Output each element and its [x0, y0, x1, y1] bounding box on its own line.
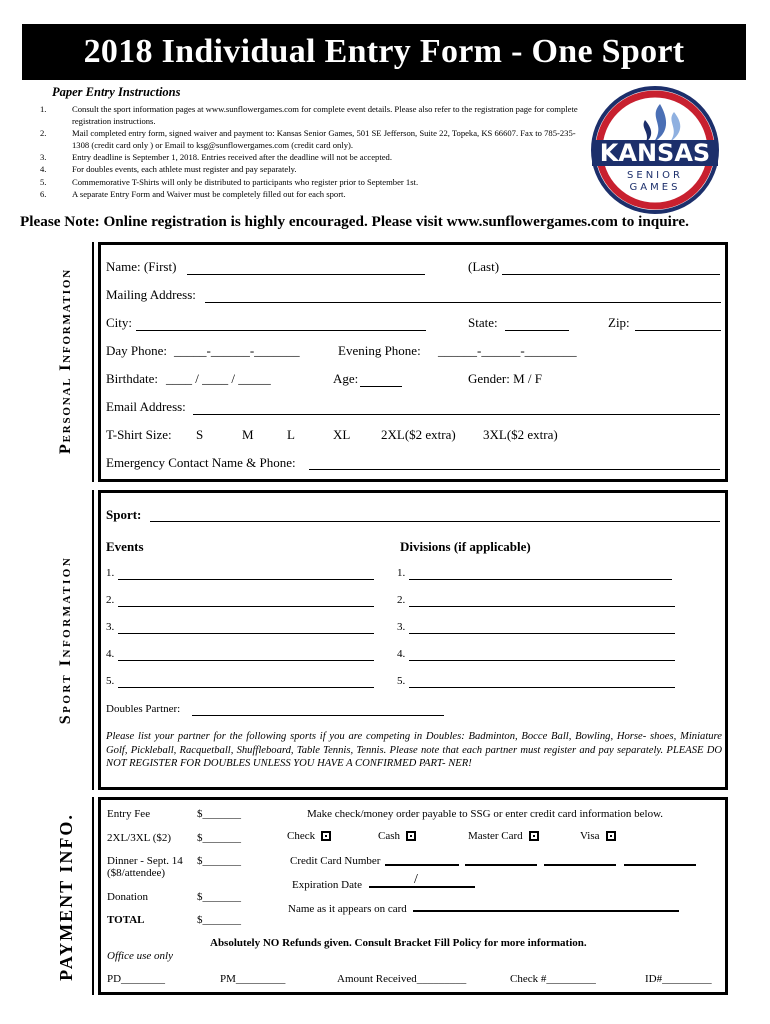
- first-name-field[interactable]: [187, 274, 425, 275]
- last-name-label: (Last): [468, 259, 500, 274]
- online-registration-note: Please Note: Online registration is highly encouraged. Please visit www.sunflowergames.com to inquire.: [20, 213, 689, 230]
- office-pd-field[interactable]: PD________: [107, 973, 166, 985]
- instructions-list: [40, 104, 580, 201]
- division-field-5[interactable]: [409, 687, 675, 688]
- division-field-1[interactable]: [409, 579, 672, 580]
- office-pm-field[interactable]: PM_________: [220, 973, 286, 985]
- zip-label: Zip:: [608, 315, 630, 330]
- visa-checkbox[interactable]: [606, 831, 616, 841]
- shirt-upcharge-label: 2XL/3XL ($2): [107, 832, 172, 844]
- evening-phone-field[interactable]: ______-______-________: [438, 343, 577, 358]
- cc-number-group-3[interactable]: [544, 864, 616, 866]
- personal-information-label: Personal Information: [57, 268, 74, 454]
- division-number: 5.: [397, 675, 406, 687]
- zip-field[interactable]: [635, 330, 721, 331]
- event-number: 5.: [106, 675, 115, 687]
- mailing-address-field[interactable]: [205, 302, 721, 303]
- last-name-field[interactable]: [502, 274, 720, 275]
- division-number: 4.: [397, 648, 406, 660]
- gender-selector[interactable]: Gender: M / F: [468, 371, 543, 386]
- cash-label: Cash: [378, 830, 400, 842]
- mastercard-option[interactable]: [468, 830, 539, 842]
- emergency-contact-field[interactable]: [309, 469, 720, 470]
- event-field-1[interactable]: [118, 579, 374, 580]
- state-label: State:: [468, 315, 498, 330]
- instructions-heading: Paper Entry Instructions: [52, 85, 181, 99]
- payment-info-label: PAYMENT INFO.: [56, 813, 76, 981]
- age-label: Age:: [333, 371, 359, 386]
- payable-note: Make check/money order payable to SSG or enter credit card information below.: [307, 808, 664, 820]
- expiration-date-field[interactable]: [369, 886, 475, 888]
- credit-card-number-label: Credit Card Number: [290, 855, 381, 867]
- logo-sub-text-1: SENIOR: [627, 170, 683, 181]
- instruction-item: 6. A separate Entry Form and Waiver must be completely filled out for each sport.: [40, 189, 346, 200]
- office-amount-received-field[interactable]: Amount Received_________: [337, 973, 467, 985]
- division-number: 3.: [397, 621, 406, 633]
- tshirt-size-xl[interactable]: XL: [333, 427, 351, 442]
- event-field-4[interactable]: [118, 660, 374, 661]
- division-field-4[interactable]: [409, 660, 675, 661]
- form-title: 2018 Individual Entry Form - One Sport: [22, 24, 746, 80]
- cc-number-group-2[interactable]: [465, 864, 537, 866]
- event-number: 1.: [106, 567, 115, 579]
- event-field-3[interactable]: [118, 633, 374, 634]
- instruction-item: 1. Consult the sport information pages at www.sunflowergames.com for complete event details. Please also refer to the registration page for complete registration instructions.: [40, 104, 578, 126]
- donation-label: Donation: [107, 891, 148, 903]
- city-field[interactable]: [136, 330, 426, 331]
- event-field-5[interactable]: [118, 687, 374, 688]
- section-divider-line: [92, 797, 94, 995]
- tshirt-size-3xl[interactable]: 3XL($2 extra): [483, 427, 558, 442]
- tshirt-size-m[interactable]: M: [242, 427, 254, 442]
- mastercard-label: Master Card: [468, 830, 523, 842]
- city-label: City:: [106, 315, 133, 330]
- email-field[interactable]: [193, 414, 720, 415]
- tshirt-size-l[interactable]: L: [287, 427, 295, 442]
- name-on-card-label: Name as it appears on card: [288, 903, 407, 915]
- event-number: 4.: [106, 648, 115, 660]
- section-divider-line: [92, 242, 94, 482]
- office-check-number-field[interactable]: Check #_________: [510, 973, 596, 985]
- expiration-date-label: Expiration Date: [292, 879, 362, 891]
- name-on-card-field[interactable]: [413, 910, 679, 912]
- sport-label: Sport:: [106, 507, 142, 522]
- check-option[interactable]: [287, 830, 331, 842]
- mailing-address-label: Mailing Address:: [106, 287, 196, 302]
- birthdate-field[interactable]: ____ / ____ / _____: [166, 371, 271, 386]
- event-number: 3.: [106, 621, 115, 633]
- day-phone-label: Day Phone:: [106, 343, 168, 358]
- instruction-item: 5. Commemorative T-Shirts will only be distributed to participants who register prior to September 1st.: [40, 176, 419, 187]
- day-phone-field[interactable]: _____-______-_______: [174, 343, 300, 358]
- mastercard-checkbox[interactable]: [529, 831, 539, 841]
- events-heading: Events: [106, 539, 144, 554]
- cash-option[interactable]: [378, 830, 416, 842]
- office-id-field[interactable]: ID#_________: [645, 973, 712, 985]
- age-field[interactable]: [360, 386, 402, 387]
- division-number: 1.: [397, 567, 406, 579]
- tshirt-size-2xl[interactable]: 2XL($2 extra): [381, 427, 456, 442]
- tshirt-size-label: T-Shirt Size:: [106, 427, 172, 442]
- emergency-contact-label: Emergency Contact Name & Phone:: [106, 455, 296, 470]
- doubles-partner-note: Please list your partner for the following sports if you are competing in Doubles: Badminton, Bocce Ball, Bowling, Horse- shoes, Miniature Golf, Pickleball, Racquetball, Shuffleboard, Table Tennis, Tennis. Please note that each partner must register and pay separately. PLEASE DO NOT REGISTER FOR DOUBLES UNLESS YOU HAVE A CONFIRMED PART- NER!: [106, 731, 722, 770]
- division-field-2[interactable]: [409, 606, 675, 607]
- event-field-2[interactable]: [118, 606, 374, 607]
- birthdate-label: Birthdate:: [106, 371, 158, 386]
- visa-option[interactable]: [580, 830, 616, 842]
- section-divider-line: [92, 490, 94, 790]
- logo-main-text: KANSAS: [599, 139, 711, 167]
- division-number: 2.: [397, 594, 406, 606]
- total-label: TOTAL: [107, 914, 145, 926]
- personal-information-section: [98, 242, 728, 482]
- instruction-item: 4. For doubles events, each athlete must register and pay separately.: [40, 164, 297, 175]
- state-field[interactable]: [505, 330, 569, 331]
- payment-info-section: [98, 797, 728, 995]
- entry-fee-label: Entry Fee: [107, 808, 151, 820]
- doubles-partner-label: Doubles Partner:: [106, 703, 181, 715]
- instruction-item: 3. Entry deadline is September 1, 2018. Entries received after the deadline will not be accepted.: [40, 152, 392, 163]
- refund-policy: Absolutely NO Refunds given. Consult Bracket Fill Policy for more information.: [210, 937, 587, 949]
- first-name-label: Name: (First): [106, 259, 177, 274]
- entry-fee-amount[interactable]: $_______: [197, 808, 241, 820]
- shirt-upcharge-amount[interactable]: $_______: [197, 832, 241, 844]
- cc-number-group-4[interactable]: [624, 864, 696, 866]
- total-amount[interactable]: $_______: [197, 914, 241, 926]
- divisions-heading: Divisions (if applicable): [400, 539, 531, 554]
- dinner-label: Dinner - Sept. 14: [107, 855, 183, 867]
- logo-sub-text-2: GAMES: [629, 182, 681, 193]
- kansas-senior-games-logo: [590, 84, 720, 214]
- cc-number-group-1[interactable]: [385, 864, 459, 866]
- instruction-item: 2. Mail completed entry form, signed waiver and payment to: Kansas Senior Games, 501 SE Jefferson, Suite 22, Topeka, KS 66607. Fax to 785-235-1308 (credit card only ) or Email to ksg@sunflowergames.com (credit card only).: [40, 128, 576, 150]
- expiration-slash: /: [414, 872, 418, 887]
- event-number: 2.: [106, 594, 115, 606]
- office-use-label: Office use only: [107, 950, 173, 962]
- doubles-partner-field[interactable]: [192, 715, 444, 716]
- division-field-3[interactable]: [409, 633, 675, 634]
- donation-amount[interactable]: $_______: [197, 891, 241, 903]
- check-label: Check: [287, 830, 316, 842]
- cash-checkbox[interactable]: [406, 831, 416, 841]
- sport-field[interactable]: [150, 521, 720, 522]
- evening-phone-label: Evening Phone:: [338, 343, 421, 358]
- dinner-amount[interactable]: $_______: [197, 855, 241, 867]
- check-checkbox[interactable]: [321, 831, 331, 841]
- email-label: Email Address:: [106, 399, 186, 414]
- visa-label: Visa: [580, 830, 600, 842]
- sport-information-label: Sport Information: [57, 555, 74, 725]
- dinner-sub-label: ($8/attendee): [107, 867, 166, 879]
- tshirt-size-s[interactable]: S: [196, 427, 204, 442]
